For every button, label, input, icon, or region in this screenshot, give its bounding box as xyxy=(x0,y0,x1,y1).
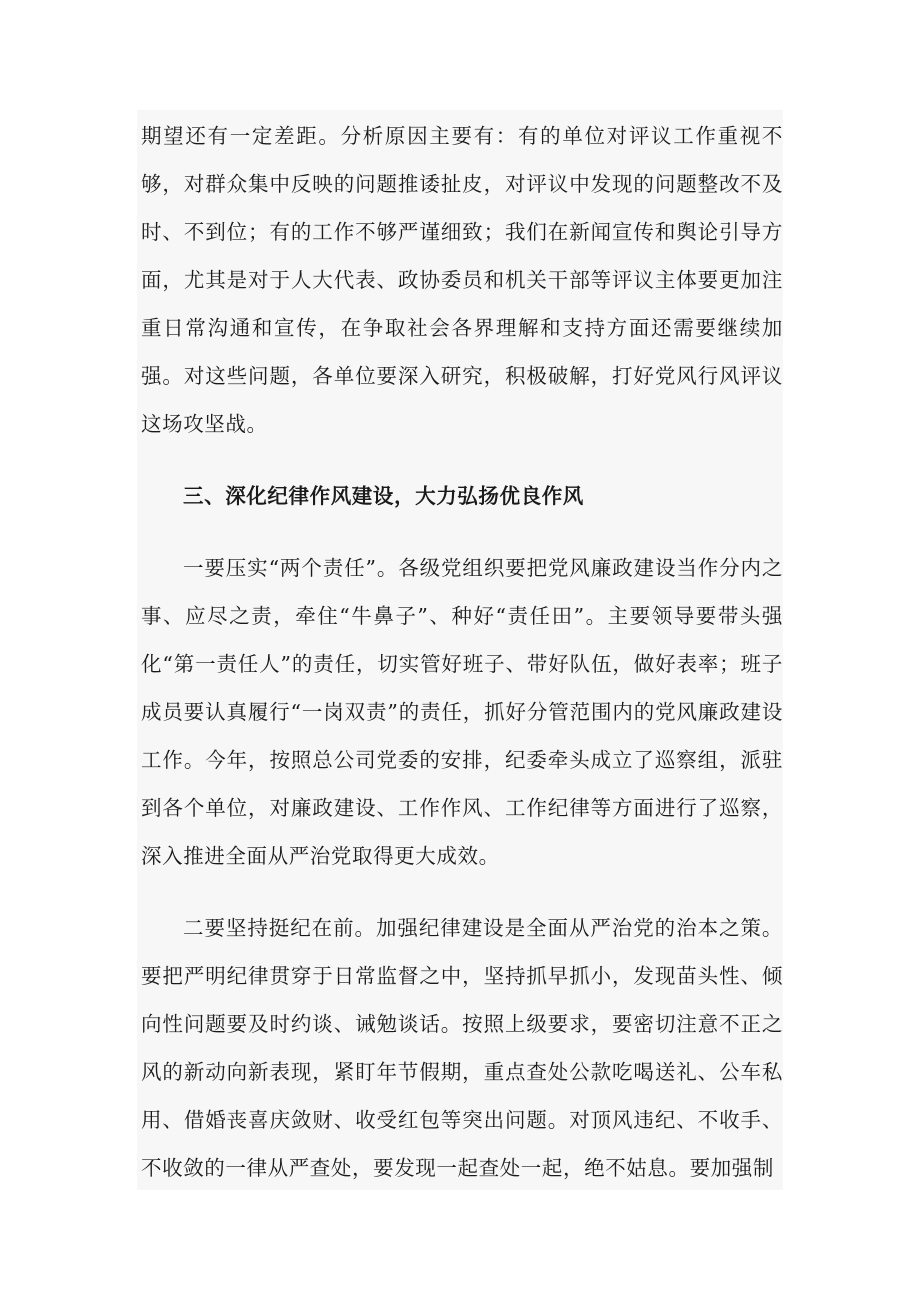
paragraph-gap xyxy=(141,880,783,904)
body-paragraph-1: 一要压实“两个责任”。各级党组织要把党风廉政建设当作分内之事、应尽之责，牵住“牛鼻子”、种好“责任田”。主要领导要带头强化“第一责任人”的责任，切实管好班子、带好队伍，做好表率；班子成员要认真履行“一岗双责”的责任，抓好分管范围内的党风廉政建设工作。今年，按照总公司党委的安排，纪委牵头成立了巡察组，派驻到各个单位，对廉政建设、工作作风、工作纪律等方面进行了巡察，深入推进全面从严治党取得更大成效。 xyxy=(141,556,783,868)
document-body xyxy=(141,112,783,1192)
body-paragraph-2: 二要坚持挺纪在前。加强纪律建设是全面从严治党的治本之策。要把严明纪律贯穿于日常监督之中，坚持抓早抓小，发现苗头性、倾向性问题要及时约谈、诫勉谈话。按照上级要求，要密切注意不正之风的新动向新表现，紧盯年节假期，重点查处公款吃喝送礼、公车私用、借婚丧喜庆敛财、收受红包等突出问题。对顶风违纪、不收手、不收敛的一律从严查处，要发现一起查处一起，绝不姑息。要加强制 xyxy=(141,916,783,1180)
section-heading: 三、深化纪律作风建设，大力弘扬优良作风 xyxy=(183,484,584,508)
paragraph-gap xyxy=(141,520,783,544)
paragraph-gap xyxy=(141,448,783,472)
continuation-paragraph: 期望还有一定差距。分析原因主要有：有的单位对评议工作重视不够，对群众集中反映的问题推诿扯皮，对评议中发现的问题整改不及时、不到位；有的工作不够严谨细致；我们在新闻宣传和舆论引导方面，尤其是对于人大代表、政协委员和机关干部等评议主体要更加注重日常沟通和宣传，在争取社会各界理解和支持方面还需要继续加强。对这些问题，各单位要深入研究，积极破解，打好党风行风评议这场攻坚战。 xyxy=(141,124,783,436)
